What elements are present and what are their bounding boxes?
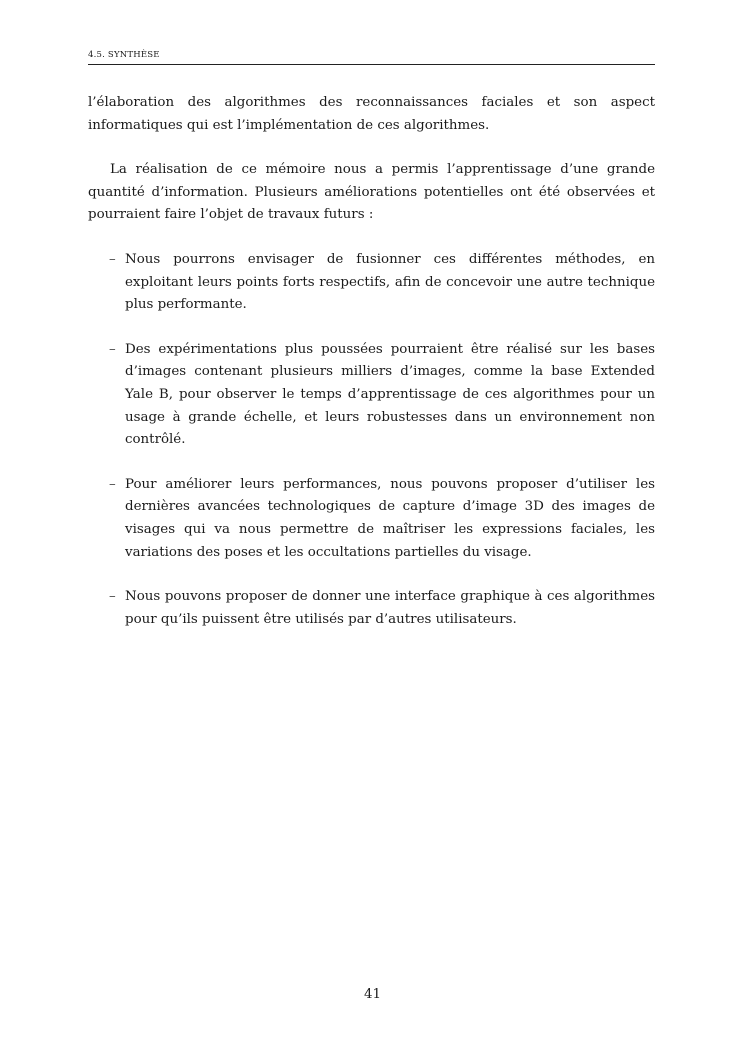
list-item [109, 586, 655, 631]
list-item-text: Nous pourrons envisager de fusionner ces différentes méthodes, en exploitant leurs points forts respectifs, afin de concevoir une autre technique plus performante. [125, 251, 655, 313]
list-dash: – [109, 589, 116, 605]
list-item-text: Des expérimentations plus poussées pourraient être réalisé sur les bases d’images contenant plusieurs milliers d’images, comme la base Extended Yale B, pour observer le temps d’apprentissage de ces algorithmes pour un usage à grande échelle, et leurs robustesses dans un environnement non contrôlé. [125, 341, 655, 448]
list-item [109, 339, 655, 452]
list-item-text: Pour améliorer leurs performances, nous pouvons proposer d’utiliser les dernières avancées technologiques de capture d’image 3D des images de visages qui va nous permettre de maîtriser les expressions faciales, les variations des poses et les occultations partielles du visage. [125, 476, 655, 560]
paragraph-continuation: l’élaboration des algorithmes des reconnaissances faciales et son aspect informatiques qui est l’implémentation de ces algorithmes. [88, 95, 655, 133]
list-dash: – [109, 251, 116, 267]
list-item-text: Nous pouvons proposer de donner une interface graphique à ces algorithmes pour qu’ils puissent être utilisés par d’autres utilisateurs. [125, 589, 655, 627]
page-number: 41 [363, 987, 382, 1002]
list-item [109, 474, 655, 564]
future-work-list [88, 249, 655, 631]
paragraph-future-work-intro: La réalisation de ce mémoire nous a permis l’apprentissage d’une grande quantité d’information. Plusieurs améliorations potentielles ont été observées et pourraient faire l’objet de travaux futurs : [88, 162, 655, 223]
list-dash: – [109, 476, 116, 492]
list-item [109, 249, 655, 317]
page-body [88, 92, 655, 653]
running-header: 4.5. SYNTHÈSE [88, 50, 655, 65]
list-dash: – [109, 341, 116, 357]
